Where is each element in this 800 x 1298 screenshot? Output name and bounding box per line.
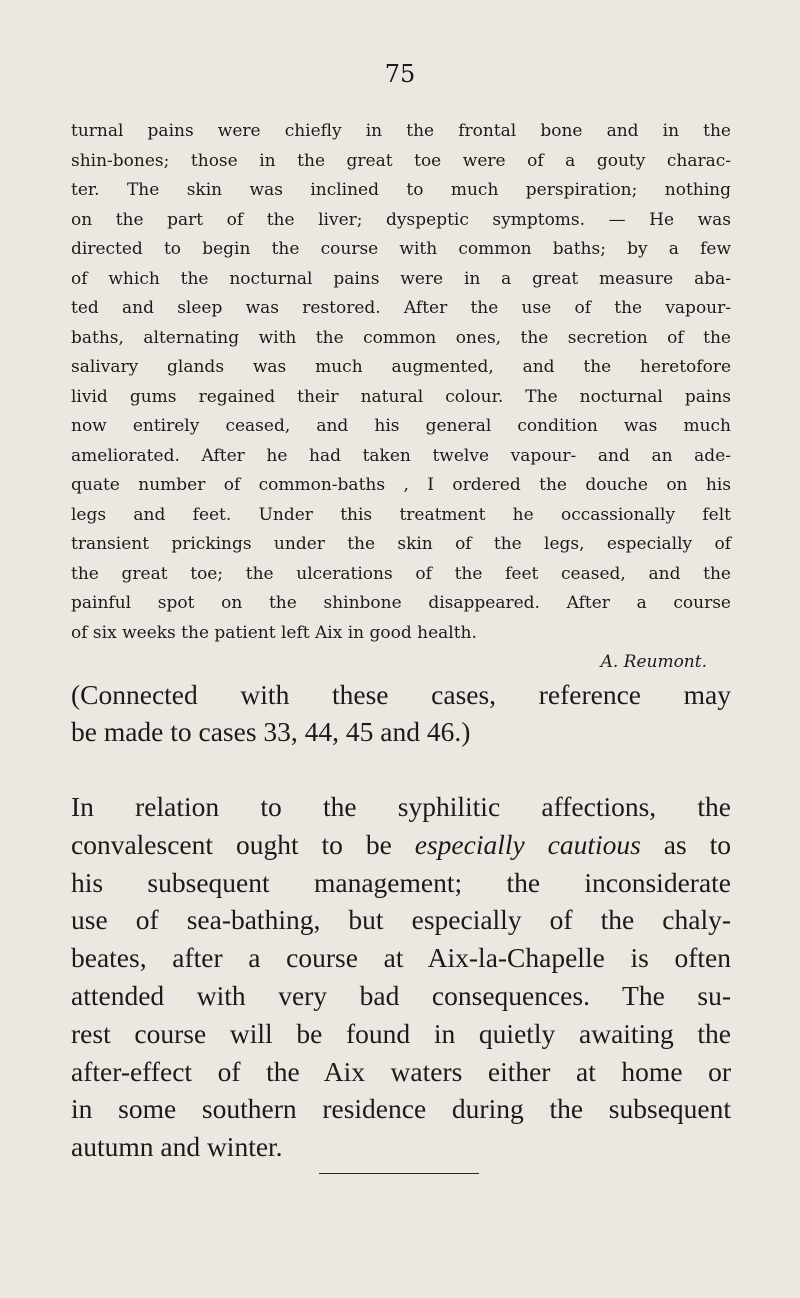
author-signature: A. Reumont. bbox=[600, 652, 707, 672]
text-line: salivary glands was much augmented, and the heretofore bbox=[71, 357, 731, 377]
text-line: on the part of the liver; dyspeptic symptoms. — He was bbox=[71, 209, 731, 230]
text-line: livid gums regained their natural colour. The nocturnal pains bbox=[71, 386, 731, 407]
text-line: his subsequent management; the inconsiderate bbox=[71, 866, 731, 898]
closing-paragraph bbox=[71, 788, 731, 1166]
section-divider bbox=[319, 1173, 479, 1174]
text-line: now entirely ceased, and his general condition was much bbox=[71, 416, 731, 436]
text-line: use of sea-bathing, but especially of the chaly- bbox=[71, 904, 731, 936]
cross-reference-note bbox=[71, 676, 731, 750]
text-segment: as to bbox=[640, 828, 731, 860]
page-number: 75 bbox=[384, 60, 416, 88]
text-line: In relation to the syphilitic affections, the bbox=[71, 791, 731, 822]
emphasis-text: especially cautious bbox=[414, 828, 641, 860]
text-line: shin-bones; those in the great toe were of a gouty charac- bbox=[71, 150, 731, 171]
text-line: directed to begin the course with common baths; by a few bbox=[71, 239, 731, 259]
text-line: beates, after a course at Aix-la-Chapelle is often bbox=[71, 942, 731, 974]
text-line: turnal pains were chiefly in the frontal bone and in the bbox=[71, 121, 731, 141]
text-line: ter. The skin was inclined to much perspiration; nothing bbox=[71, 180, 731, 200]
text-line bbox=[71, 826, 731, 864]
text-line: of six weeks the patient left Aix in good health. bbox=[71, 622, 477, 643]
text-line: quate number of common-baths , I ordered the douche on his bbox=[71, 475, 731, 495]
text-line: ted and sleep was restored. After the use of the vapour- bbox=[71, 298, 731, 318]
text-line: ameliorated. After he had taken twelve vapour- and an ade- bbox=[71, 445, 731, 466]
text-line: of which the nocturnal pains were in a great measure aba- bbox=[71, 268, 731, 289]
text-line: legs and feet. Under this treatment he occassionally felt bbox=[71, 504, 731, 525]
text-line: transient prickings under the skin of the legs, especially of bbox=[71, 534, 731, 554]
text-line: painful spot on the shinbone disappeared. After a course bbox=[71, 593, 731, 613]
case-report-paragraph bbox=[71, 117, 731, 678]
note-line: be made to cases 33, 44, 45 and 46.) bbox=[71, 716, 471, 747]
text-line: in some southern residence during the subsequent bbox=[71, 1093, 731, 1125]
note-line: (Connected with these cases, reference may bbox=[71, 679, 731, 710]
text-line: autumn and winter. bbox=[71, 1131, 283, 1163]
text-line: after-effect of the Aix waters either at home or bbox=[71, 1055, 731, 1087]
text-line: baths, alternating with the common ones, the secretion of the bbox=[71, 327, 731, 348]
text-segment: convalescent ought to be bbox=[71, 828, 415, 860]
text-line: attended with very bad consequences. The su- bbox=[71, 979, 731, 1011]
text-line: rest course will be found in quietly awaiting the bbox=[71, 1017, 731, 1049]
text-line: the great toe; the ulcerations of the feet ceased, and the bbox=[71, 563, 731, 584]
